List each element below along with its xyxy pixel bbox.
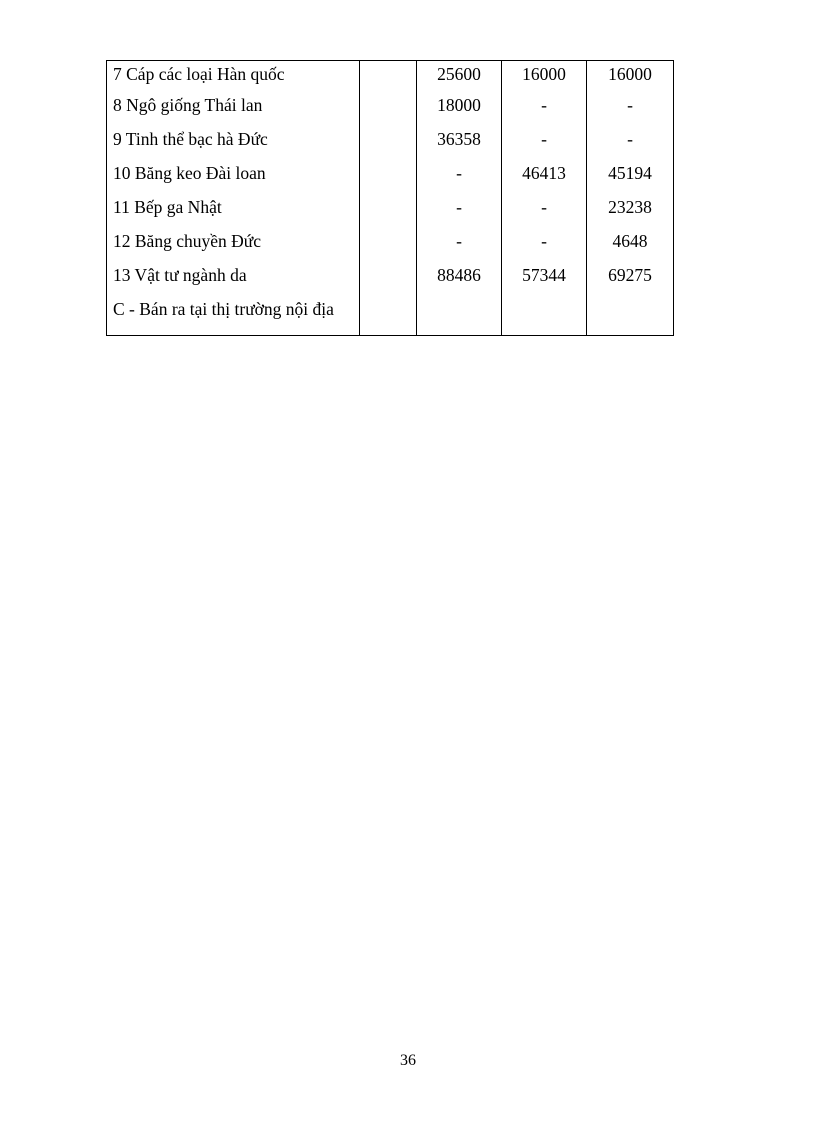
row-label: 8 Ngô giống Thái lan bbox=[107, 95, 360, 129]
table-row bbox=[107, 231, 674, 265]
unit-cell bbox=[360, 265, 417, 299]
row-label: 9 Tinh thể bạc hà Đức bbox=[107, 129, 360, 163]
unit-cell bbox=[360, 299, 417, 336]
unit-cell bbox=[360, 61, 417, 96]
table-row bbox=[107, 61, 674, 96]
value-cell-2: - bbox=[502, 231, 587, 265]
value-cell-3: 45194 bbox=[587, 163, 674, 197]
value-cell-1: 18000 bbox=[417, 95, 502, 129]
row-label: 7 Cáp các loại Hàn quốc bbox=[107, 61, 360, 96]
value-cell-3 bbox=[587, 299, 674, 336]
table-row bbox=[107, 163, 674, 197]
value-cell-2: 16000 bbox=[502, 61, 587, 96]
unit-cell bbox=[360, 231, 417, 265]
unit-cell bbox=[360, 129, 417, 163]
row-label: 13 Vật tư ngành da bbox=[107, 265, 360, 299]
value-cell-1: - bbox=[417, 231, 502, 265]
table-row bbox=[107, 197, 674, 231]
value-cell-3: - bbox=[587, 95, 674, 129]
table-row bbox=[107, 265, 674, 299]
unit-cell bbox=[360, 197, 417, 231]
value-cell-2: - bbox=[502, 129, 587, 163]
value-cell-3: 69275 bbox=[587, 265, 674, 299]
value-cell-3: - bbox=[587, 129, 674, 163]
page-number: 36 bbox=[400, 1052, 416, 1069]
value-cell-3: 16000 bbox=[587, 61, 674, 96]
row-label: 11 Bếp ga Nhật bbox=[107, 197, 360, 231]
unit-cell bbox=[360, 95, 417, 129]
value-cell-1: - bbox=[417, 197, 502, 231]
table-row bbox=[107, 95, 674, 129]
value-cell-1: 88486 bbox=[417, 265, 502, 299]
value-cell-2: 46413 bbox=[502, 163, 587, 197]
value-cell-1 bbox=[417, 299, 502, 336]
value-cell-1: 25600 bbox=[417, 61, 502, 96]
value-cell-2: - bbox=[502, 95, 587, 129]
row-label: 12 Băng chuyền Đức bbox=[107, 231, 360, 265]
value-cell-1: - bbox=[417, 163, 502, 197]
row-label: C - Bán ra tại thị trường nội địa bbox=[107, 299, 360, 336]
value-cell-3: 4648 bbox=[587, 231, 674, 265]
table-row bbox=[107, 299, 674, 336]
row-label: 10 Băng keo Đài loan bbox=[107, 163, 360, 197]
table-row bbox=[107, 129, 674, 163]
value-cell-2 bbox=[502, 299, 587, 336]
value-cell-1: 36358 bbox=[417, 129, 502, 163]
value-cell-2: - bbox=[502, 197, 587, 231]
value-cell-2: 57344 bbox=[502, 265, 587, 299]
value-cell-3: 23238 bbox=[587, 197, 674, 231]
data-table bbox=[106, 60, 674, 336]
unit-cell bbox=[360, 163, 417, 197]
